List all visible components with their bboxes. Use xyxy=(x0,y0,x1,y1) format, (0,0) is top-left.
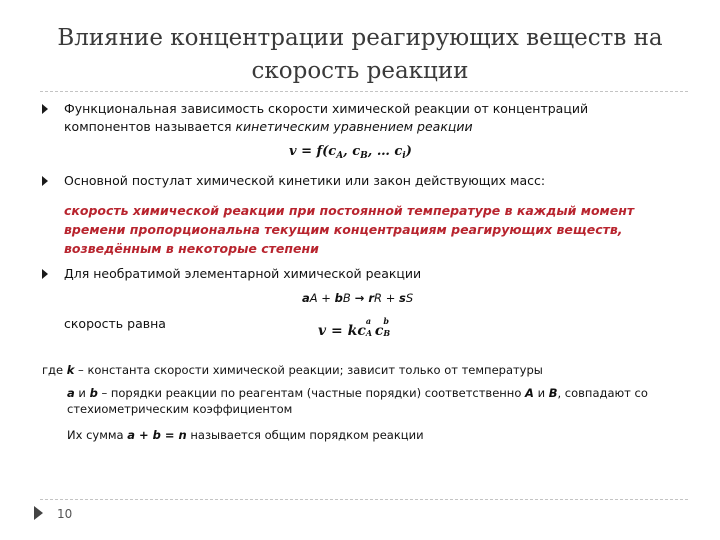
note-2-and-2: и xyxy=(533,386,549,400)
rate-law-c-b: c xyxy=(374,323,384,339)
title-divider xyxy=(40,91,688,92)
reaction-arrow: → xyxy=(350,291,369,305)
formula-v: v xyxy=(289,144,297,159)
reaction-species-r: R xyxy=(374,291,383,305)
formula-sub-b: B xyxy=(360,151,368,161)
note-2-end: , совпадают со xyxy=(557,386,648,400)
slide-title xyxy=(20,22,700,88)
rate-law-b-indices xyxy=(383,316,392,338)
note-1-pre: где xyxy=(42,363,67,377)
reaction-coef-b: b xyxy=(334,291,343,305)
bullet-arrow-icon xyxy=(42,176,48,186)
bullet-1-line-2 xyxy=(64,118,473,135)
definition-line-2: времени пропорциональна текущим концентрациям реагирующих веществ, xyxy=(64,222,623,237)
reaction-plus-1: + xyxy=(317,291,335,305)
note-rate-constant xyxy=(42,362,543,378)
note-2-species-a: A xyxy=(525,386,534,400)
formula-c-a: c xyxy=(328,144,337,159)
title-line-2: скорость реакции xyxy=(251,58,469,84)
reaction-coef-r: r xyxy=(368,291,375,305)
title-line-1: Влияние концентрации реагирующих веществ на xyxy=(57,25,663,51)
kinetic-equation-formula xyxy=(289,144,412,161)
rate-law-sup-b: b xyxy=(383,316,389,326)
reaction-equation xyxy=(302,290,413,306)
formula-comma-1: , xyxy=(343,144,353,159)
bullet-1-line-1: Функциональная зависимость скорости химической реакции от концентраций xyxy=(64,101,589,116)
rate-label: скорость равна xyxy=(64,316,166,331)
rate-law-lhs: v = kc xyxy=(318,323,366,339)
bullet-arrow-icon xyxy=(42,269,48,279)
bullet-1-plain: компонентов называется xyxy=(64,119,236,134)
note-3-expression: a + b = n xyxy=(127,428,187,442)
slide-corner-triangle-icon xyxy=(34,506,43,520)
note-partial-orders xyxy=(67,385,648,401)
formula-sub-a: A xyxy=(336,151,344,161)
bullet-arrow-icon xyxy=(42,104,48,114)
reaction-species-s: S xyxy=(405,291,414,305)
note-1-rest: – константа скорости химической реакции; зависит только от температуры xyxy=(74,363,543,377)
footer-divider xyxy=(40,499,688,500)
rate-law-sub-a: A xyxy=(365,328,373,338)
formula-open-paren: ( xyxy=(322,144,329,159)
reaction-coef-a: a xyxy=(302,291,310,305)
note-2-a: a xyxy=(67,386,75,400)
formula-equals: = xyxy=(296,144,317,159)
definition-line-3: возведённым в некоторые степени xyxy=(64,241,319,256)
formula-comma-2: , … xyxy=(367,144,395,159)
formula-close-paren: ) xyxy=(405,144,412,159)
reaction-species-a: A xyxy=(309,291,318,305)
formula-c-i: c xyxy=(394,144,403,159)
page-number: 10 xyxy=(57,507,73,521)
note-1-k: k xyxy=(66,363,75,377)
note-2-species-b: B xyxy=(548,386,558,400)
note-2-and: и xyxy=(74,386,90,400)
note-3-post: называется общим порядком реакции xyxy=(186,428,424,442)
note-partial-orders-line-2: стехиометрическим коэффициентом xyxy=(67,402,293,416)
note-3-pre: Их сумма xyxy=(67,428,128,442)
note-2-mid: – порядки реакции по реагентам (частные порядки) соответственно xyxy=(97,386,526,400)
formula-sub-i: i xyxy=(402,151,406,161)
reaction-coef-s: s xyxy=(399,291,406,305)
rate-law-a-indices xyxy=(365,316,375,338)
reaction-species-b: B xyxy=(342,291,351,305)
bullet-1-term: кинетическим уравнением реакции xyxy=(235,119,473,134)
definition-line-1: скорость химической реакции при постоянной температуре в каждый момент xyxy=(64,203,635,218)
reaction-plus-2: + xyxy=(382,291,399,305)
rate-law-formula xyxy=(318,316,392,339)
note-total-order xyxy=(67,427,424,443)
bullet-2-text: Основной постулат химической кинетики или закон действующих масс: xyxy=(64,173,546,188)
rate-law-sup-a: a xyxy=(365,316,372,326)
formula-f: f xyxy=(316,144,323,159)
rate-law-sub-b: B xyxy=(383,328,391,338)
formula-c-b: c xyxy=(352,144,361,159)
note-2-b: b xyxy=(89,386,98,400)
bullet-3-text: Для необратимой элементарной химической реакции xyxy=(64,266,422,281)
